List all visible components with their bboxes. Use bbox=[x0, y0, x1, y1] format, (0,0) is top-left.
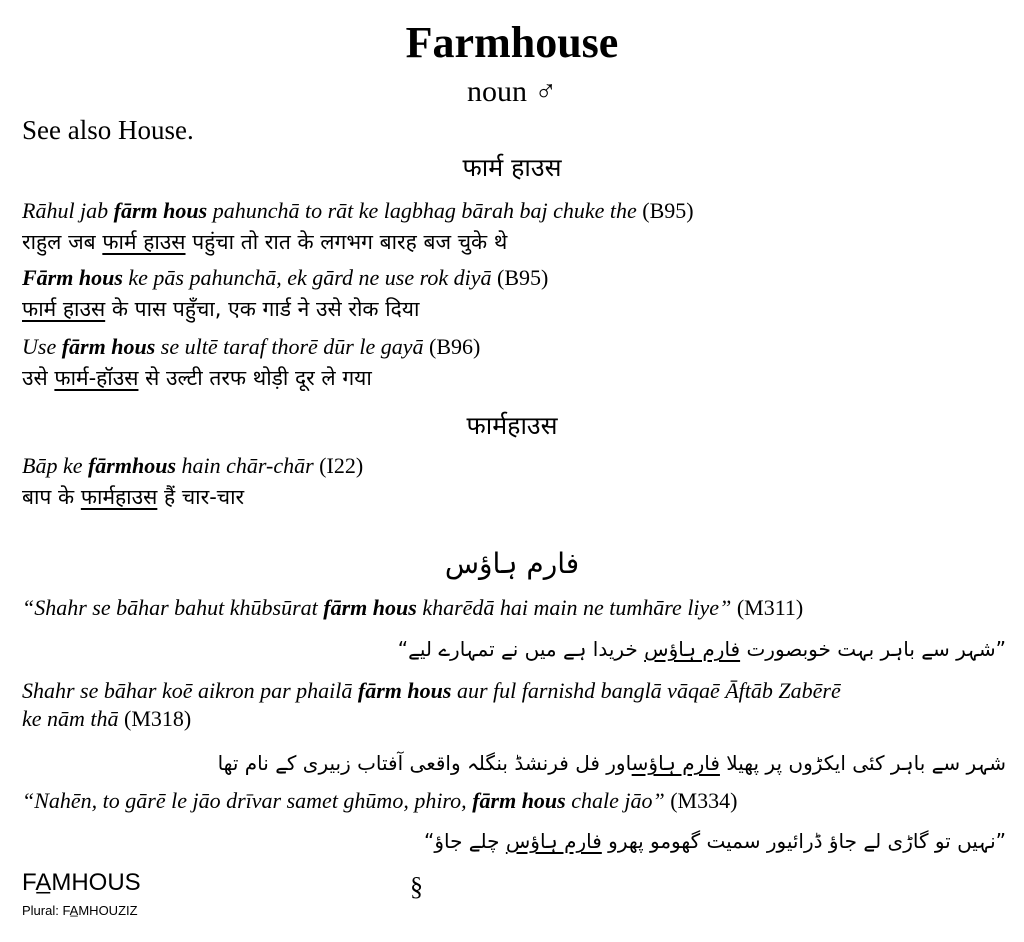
keyword-underlined: फार्म हाउस bbox=[22, 297, 106, 321]
keyword-underlined: फार्महाउस bbox=[80, 485, 158, 509]
example-devanagari: फार्म हाउस के पास पहुँचा, एक गार्ड ने उसे रोक दिया bbox=[22, 297, 420, 321]
example-translit-continued: ke nām thā (M318) bbox=[22, 706, 192, 731]
keyword-underlined: فارم ہاؤس bbox=[644, 637, 741, 661]
example-urdu: شہر سے باہر کئی ایکڑوں پر پھیلا فارم ہاؤساور فل فرنشڈ بنگلہ واقعی آفتاب زبیری کے نام تھا bbox=[217, 751, 1006, 775]
keyword: fārmhous bbox=[87, 453, 177, 478]
source-ref: (M318) bbox=[124, 706, 192, 731]
example-translit: Bāp ke fārmhous hain chār-chār (I22) bbox=[22, 453, 364, 478]
example-urdu: ”شہر سے باہر بہت خوبصورت فارم ہاؤس خریدا ہے میں نے تمہارے لیے“ bbox=[397, 637, 1006, 661]
example-devanagari: बाप के फार्महाउस हैं चार-चार bbox=[22, 485, 245, 509]
example-translit: Use fārm hous se ultē taraf thorē dūr le gayā (B96) bbox=[22, 334, 481, 359]
source-ref: (B96) bbox=[429, 334, 481, 359]
keyword-underlined: فارم ہاؤس bbox=[631, 751, 720, 775]
keyword: fārm hous bbox=[113, 198, 208, 223]
example-translit: “Shahr se bāhar bahut khūbsūrat fārm hous kharēdā hai main ne tumhāre liye” (M311) bbox=[22, 595, 804, 620]
headword-romanized: FA̲MHOUS bbox=[22, 869, 141, 896]
keyword: fārm hous bbox=[472, 788, 566, 813]
example-devanagari: राहुल जब फार्म हाउस पहुंचा तो रात के लगभग बारह बज चुके थे bbox=[22, 230, 508, 254]
example-urdu: ”نہیں تو گاڑی لے جاؤ ڈرائیور سمیت گھومو پھرو فارم ہاؤس چلے جاؤ“ bbox=[423, 829, 1006, 853]
example-devanagari: उसे फार्म-हॉउस से उल्टी तरफ थोड़ी दूर ले गया bbox=[22, 366, 372, 390]
example-translit: Fārm hous ke pās pahunchā, ek gārd ne use rok diyā (B95) bbox=[22, 265, 549, 290]
example-translit: Shahr se bāhar koē aikron par phailā fārm hous aur ful farnishd banglā vāqaē Āftāb Zabērē bbox=[22, 678, 841, 703]
example-translit: “Nahēn, to gārē le jāo drīvar samet ghūmo, phiro, fārm hous chale jāo” (M334) bbox=[22, 788, 738, 813]
source-ref: (M311) bbox=[736, 595, 804, 620]
see-also-note: See also House. bbox=[22, 115, 194, 145]
urdu-heading: فارم ہاؤس bbox=[444, 547, 580, 580]
section-mark: § bbox=[410, 872, 423, 901]
plural-form: Plural: FA̲MHOUZIZ bbox=[22, 903, 138, 918]
keyword: Fārm hous bbox=[22, 265, 123, 290]
keyword: fārm hous bbox=[323, 595, 417, 620]
keyword: fārm hous bbox=[357, 678, 452, 703]
keyword-underlined: फार्म-हॉउस bbox=[54, 366, 139, 390]
keyword-underlined: फार्म हाउस bbox=[102, 230, 186, 254]
example-translit: Rāhul jab fārm hous pahunchā to rāt ke lagbhag bārah baj chuke the (B95) bbox=[22, 198, 694, 223]
source-ref: (I22) bbox=[319, 453, 364, 478]
source-ref: (B95) bbox=[642, 198, 694, 223]
keyword: fārm hous bbox=[61, 334, 156, 359]
source-ref: (B95) bbox=[497, 265, 549, 290]
entry-title: Farmhouse bbox=[405, 18, 619, 67]
part-of-speech: noun ♂ bbox=[467, 75, 557, 108]
hindi-heading-1: फार्म हाउस bbox=[462, 153, 562, 182]
keyword-underlined: فارم ہاؤس bbox=[505, 829, 602, 853]
hindi-heading-2: फार्महाउस bbox=[466, 411, 558, 440]
source-ref: (M334) bbox=[670, 788, 738, 813]
